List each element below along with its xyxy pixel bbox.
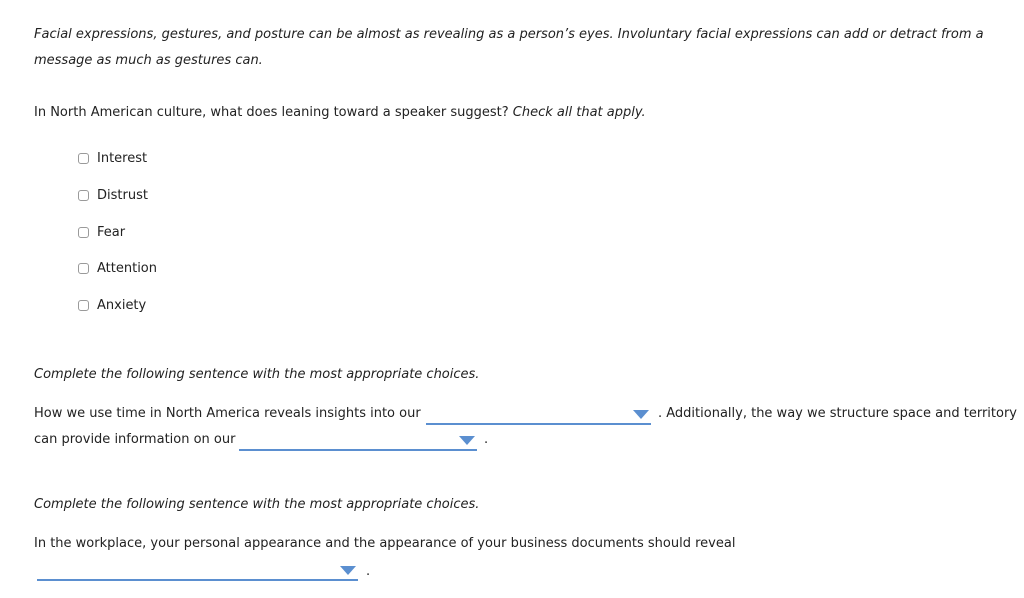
- option-label-fear[interactable]: Fear: [97, 224, 126, 240]
- question1-instruction: Check all that apply.: [512, 105, 646, 120]
- option-attention[interactable]: [78, 258, 157, 278]
- chevron-down-icon[interactable]: [633, 410, 649, 419]
- checkbox-attention[interactable]: [78, 263, 89, 274]
- question1-text: In North American culture, what does leaning toward a speaker suggest?: [34, 105, 509, 120]
- checkbox-distrust[interactable]: [78, 190, 89, 201]
- question2-text-line2: can provide information on our: [34, 432, 236, 447]
- option-label-interest[interactable]: Interest: [97, 150, 148, 166]
- checkbox-interest[interactable]: [78, 153, 89, 164]
- checkbox-fear[interactable]: [78, 227, 89, 238]
- dropdown-space-territory[interactable]: [239, 431, 477, 451]
- option-anxiety[interactable]: [78, 295, 146, 315]
- option-label-anxiety[interactable]: Anxiety: [97, 297, 147, 313]
- chevron-down-icon[interactable]: [340, 566, 356, 575]
- option-label-attention[interactable]: Attention: [97, 260, 157, 276]
- option-distrust[interactable]: [78, 185, 148, 205]
- question2-text-middle: . Additionally, the way we structure space and territory: [658, 406, 1017, 421]
- checkbox-anxiety[interactable]: [78, 300, 89, 311]
- question2-text-end: .: [484, 432, 489, 447]
- question3-instruction: Complete the following sentence with the most appropriate choices.: [34, 497, 480, 512]
- question2-instruction: Complete the following sentence with the most appropriate choices.: [34, 367, 480, 382]
- question3-text-before: In the workplace, your personal appearance and the appearance of your business documents should reveal: [34, 536, 736, 551]
- dropdown-time-insights[interactable]: [426, 405, 651, 425]
- chevron-down-icon[interactable]: [459, 436, 475, 445]
- option-fear[interactable]: [78, 222, 125, 242]
- intro-line-2: message as much as gestures can.: [34, 53, 263, 68]
- dropdown-appearance-reveal[interactable]: [37, 561, 358, 581]
- option-label-distrust[interactable]: Distrust: [97, 187, 148, 203]
- intro-line-1: Facial expressions, gestures, and posture can be almost as revealing as a person’s eyes. Involuntary facial expressions can add or detract from a: [34, 27, 984, 42]
- question3-text-end: .: [366, 564, 371, 579]
- question2-text-before: How we use time in North America reveals insights into our: [34, 406, 421, 421]
- option-interest[interactable]: [78, 148, 147, 168]
- question1-prompt: [34, 105, 646, 120]
